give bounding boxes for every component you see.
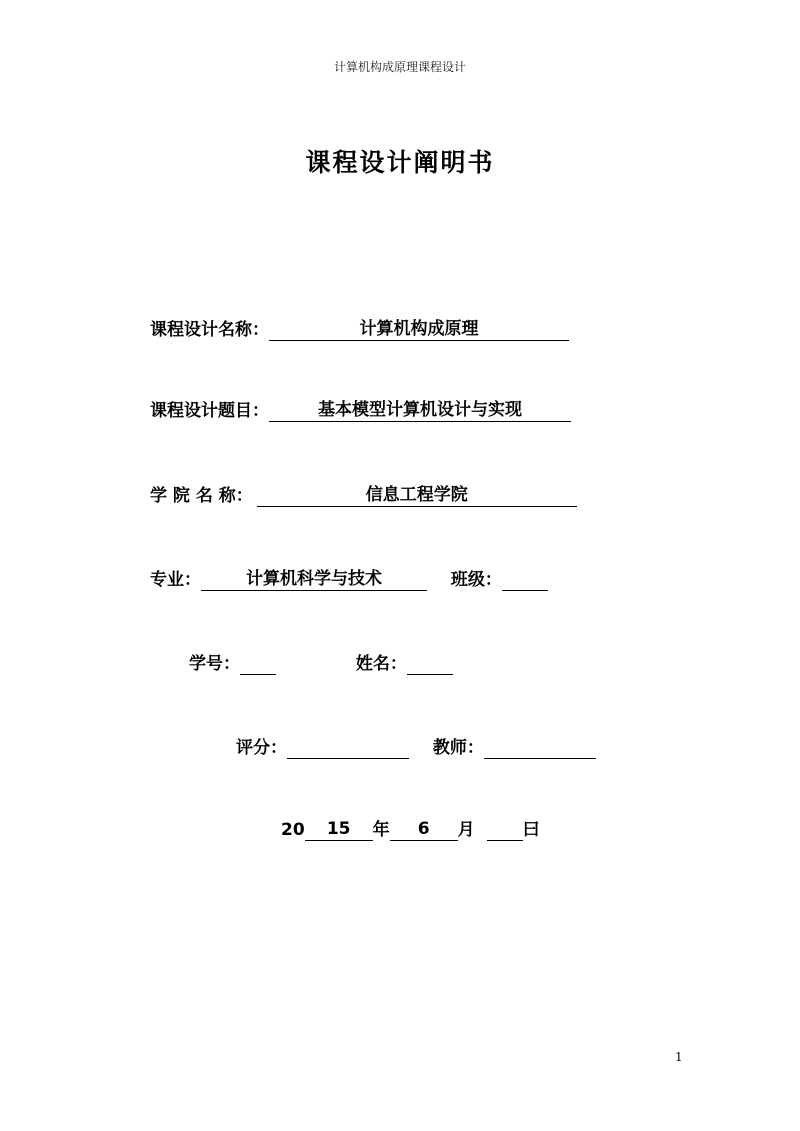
course-name-label: 课程设计名称： <box>150 320 269 340</box>
student-id-value <box>240 652 276 675</box>
major-label: 专业： <box>150 570 201 590</box>
college-label: 学 院 名 称： <box>150 486 253 506</box>
date-day-label: 曰 <box>522 820 540 840</box>
score-teacher-row <box>236 736 596 759</box>
course-name-row <box>150 318 569 341</box>
college-row <box>150 484 577 507</box>
course-name-value: 计算机构成原理 <box>269 318 569 341</box>
teacher-label: 教师： <box>432 738 484 758</box>
course-topic-value: 基本模型计算机设计与实现 <box>269 399 571 422</box>
name-label: 姓名： <box>355 654 407 674</box>
major-value: 计算机科学与技术 <box>201 568 427 591</box>
date-row <box>281 818 540 841</box>
class-label: 班级： <box>450 570 502 590</box>
date-month-label: 月 <box>457 820 475 840</box>
score-label: 评分： <box>236 738 287 758</box>
date-year-value: 15 <box>305 818 373 841</box>
score-value <box>287 736 409 759</box>
page-number: 1 <box>675 1050 683 1064</box>
student-id-label: 学号： <box>189 654 240 674</box>
page-header: 计算机构成原理课程设计 <box>333 60 466 74</box>
date-month-value: 6 <box>390 818 458 841</box>
date-year-label: 年 <box>372 820 390 840</box>
class-value <box>502 568 548 591</box>
document-title: 课程设计阐明书 <box>305 148 495 177</box>
date-day-value <box>487 818 523 841</box>
course-topic-label: 课程设计题目： <box>150 401 269 421</box>
course-topic-row <box>150 399 571 422</box>
college-value: 信息工程学院 <box>257 484 577 507</box>
teacher-value <box>484 736 596 759</box>
major-class-row <box>150 568 548 591</box>
id-name-row <box>189 652 453 675</box>
name-value <box>407 652 453 675</box>
date-year-prefix: 20 <box>281 820 305 840</box>
